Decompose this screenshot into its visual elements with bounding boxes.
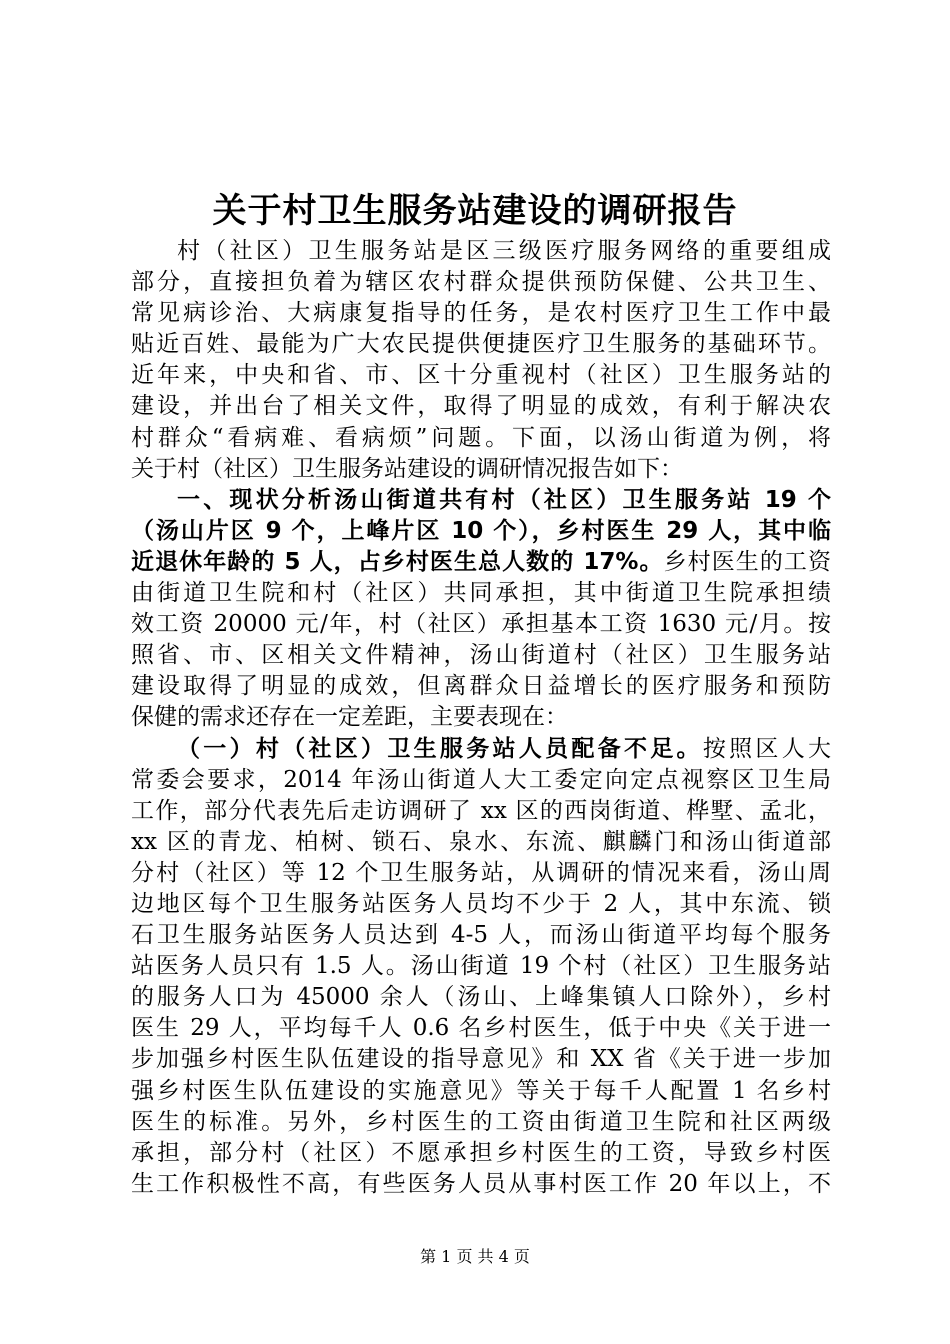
text-line: 保健的需求还存在一定差距，主要表现在：	[131, 704, 568, 731]
text-line: 步加强乡村医生队伍建设的指导意见》和 XX 省《关于进一步加	[131, 1046, 831, 1073]
text-line: 常见病诊治、大病康复指导的任务，是农村医疗卫生工作中最	[131, 300, 831, 327]
text-line: 边地区每个卫生服务站医务人员均不少于 2 人，其中东流、锁	[131, 890, 831, 917]
text-line: 分村（社区）等 12 个卫生服务站，从调研的情况来看，汤山周	[131, 859, 831, 886]
text-line: 生工作积极性不高，有些医务人员从事村医工作 20 年以上，不	[131, 1170, 831, 1197]
section-heading-line: （汤山片区 9 个，上峰片区 10 个），乡村医生 29 人，其中临	[131, 517, 831, 544]
text-line: 关于村（社区）卫生服务站建设的调研情况报告如下：	[131, 455, 683, 482]
text-line: 贴近百姓、最能为广大农民提供便捷医疗卫生服务的基础环节。	[131, 331, 831, 358]
text-line: 的服务人口为 45000 余人（汤山、上峰集镇人口除外），乡村	[131, 984, 831, 1011]
text-line	[131, 734, 831, 765]
text-line: 效工资 20000 元/年，村（社区）承担基本工资 1630 元/月。按	[131, 611, 831, 638]
paragraph-staffing	[131, 734, 831, 1200]
text-fragment: 乡村医生的工资	[663, 548, 832, 575]
text-line: 承担，部分村（社区）不愿承担乡村医生的工资，导致乡村医	[131, 1139, 831, 1166]
paragraph-status-analysis	[131, 485, 831, 734]
document-body	[131, 236, 831, 1200]
section-heading-line: 近退休年龄的 5 人，占乡村医生总人数的 17%。	[131, 548, 664, 575]
text-line: xx 区的青龙、柏树、锁石、泉水、东流、麒麟门和汤山街道部	[131, 828, 831, 855]
text-line	[131, 547, 831, 578]
page-footer: 第 1 页 共 4 页	[420, 1247, 530, 1266]
text-line: 强乡村医生队伍建设的实施意见》等关于每千人配置 1 名乡村	[131, 1077, 831, 1104]
text-line: 常委会要求，2014 年汤山街道人大工委定向定点视察区卫生局	[131, 766, 831, 793]
text-line: 医生 29 人，平均每千人 0.6 名乡村医生，低于中央《关于进一	[131, 1015, 831, 1042]
text-fragment: 按照区人大	[702, 735, 832, 762]
text-line: 工作，部分代表先后走访调研了 xx 区的西岗街道、桦墅、孟北，	[131, 797, 831, 824]
text-line: 村群众“看病难、看病烦”问题。下面，以汤山街道为例，将	[131, 424, 831, 451]
subsection-heading: （一）村（社区）卫生服务站人员配备不足。	[177, 735, 703, 762]
text-line: 部分，直接担负着为辖区农村群众提供预防保健、公共卫生、	[131, 269, 831, 296]
text-line: 近年来，中央和省、市、区十分重视村（社区）卫生服务站的	[131, 362, 831, 389]
section-heading-line: 一、现状分析汤山街道共有村（社区）卫生服务站 19 个	[177, 486, 831, 513]
text-line: 照省、市、区相关文件精神，汤山街道村（社区）卫生服务站	[131, 642, 831, 669]
document-title: 关于村卫生服务站建设的调研报告	[212, 191, 738, 231]
text-line: 建设取得了明显的成效，但离群众日益增长的医疗服务和预防	[131, 673, 831, 700]
text-line: 医生的标准。另外，乡村医生的工资由街道卫生院和社区两级	[131, 1108, 831, 1135]
text-line: 村（社区）卫生服务站是区三级医疗服务网络的重要组成	[177, 238, 831, 264]
text-line: 由街道卫生院和村（社区）共同承担，其中街道卫生院承担绩	[131, 580, 831, 607]
paragraph-intro	[131, 236, 831, 485]
text-line: 建设，并出台了相关文件，取得了明显的成效，有利于解决农	[131, 393, 831, 420]
text-line: 站医务人员只有 1.5 人。汤山街道 19 个村（社区）卫生服务站	[131, 953, 831, 980]
text-line: 石卫生服务站医务人员达到 4-5 人，而汤山街道平均每个服务	[131, 922, 831, 949]
